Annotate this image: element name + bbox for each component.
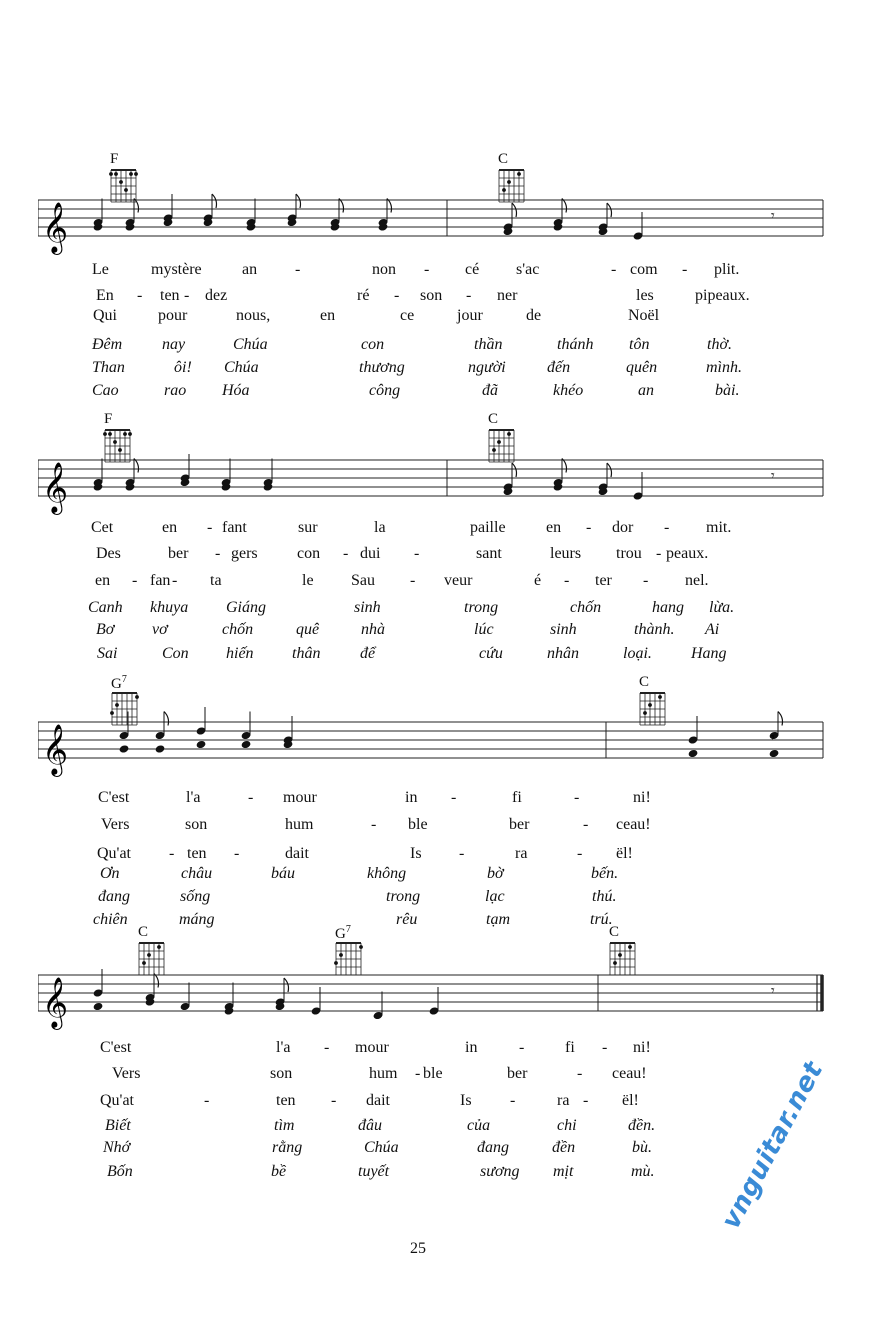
chord-symbol: C <box>639 674 650 690</box>
music-staff <box>38 440 833 516</box>
lyric-syllable-french: - <box>184 287 190 304</box>
lyric-syllable-french: ra <box>515 845 528 862</box>
lyric-syllable-vietnamese: ôi! <box>174 359 192 376</box>
lyric-syllable-vietnamese: trú. <box>590 911 613 928</box>
lyric-syllable-french: hum <box>285 816 314 833</box>
lyric-syllable-vietnamese: sương <box>480 1163 520 1180</box>
lyric-syllable-french: son <box>420 287 443 304</box>
lyric-syllable-vietnamese: nay <box>162 336 186 353</box>
lyric-syllable-french: les <box>636 287 654 304</box>
lyric-syllable-vietnamese: báu <box>271 865 295 882</box>
note-head <box>119 744 130 753</box>
note-head <box>155 744 166 753</box>
lyric-syllable-vietnamese: Biết <box>105 1117 131 1134</box>
lyric-syllable-french: - <box>466 287 472 304</box>
lyric-syllable-french: Noël <box>628 307 660 324</box>
lyric-syllable-french: ble <box>408 816 428 833</box>
lyric-syllable-vietnamese: khéo <box>553 382 584 399</box>
note-flag <box>607 203 612 217</box>
lyric-syllable-vietnamese: lạc <box>485 888 505 905</box>
lyric-syllable-vietnamese: Bơ <box>96 621 115 638</box>
note-flag <box>778 712 783 726</box>
lyric-syllable-french: plit. <box>714 261 740 278</box>
lyric-syllable-french: ble <box>423 1065 443 1082</box>
lyric-syllable-french: ceau! <box>612 1065 647 1082</box>
lyric-syllable-vietnamese: sinh <box>354 599 381 616</box>
lyric-syllable-vietnamese: người <box>468 359 506 376</box>
lyric-syllable-french: dez <box>205 287 228 304</box>
lyric-syllable-vietnamese: không <box>367 865 407 882</box>
lyric-syllable-french: ël! <box>616 845 633 862</box>
lyric-syllable-french: Vers <box>101 816 130 833</box>
lyric-syllable-french: pour <box>158 307 188 324</box>
note-flag <box>296 194 301 208</box>
lyric-syllable-french: - <box>207 519 213 536</box>
lyric-syllable-french: - <box>611 261 617 278</box>
lyric-syllable-vietnamese: Nhớ <box>103 1139 131 1156</box>
lyric-syllable-vietnamese: thương <box>359 359 405 376</box>
lyric-syllable-french: dait <box>366 1092 390 1109</box>
lyric-syllable-vietnamese: đến <box>547 359 571 376</box>
lyric-syllable-vietnamese: trong <box>386 888 421 905</box>
lyric-syllable-french: Cet <box>91 519 114 536</box>
lyric-syllable-french: in <box>465 1039 478 1056</box>
lyric-syllable-french: Is <box>460 1092 472 1109</box>
lyric-syllable-vietnamese: thú. <box>592 888 617 905</box>
lyric-syllable-french: Le <box>92 261 109 278</box>
lyric-syllable-french: - <box>371 816 377 833</box>
lyric-syllable-french: sur <box>298 519 318 536</box>
lyric-syllable-french: - <box>172 572 178 589</box>
note-flag <box>339 199 344 213</box>
chord-symbol: F <box>110 151 119 167</box>
lyric-syllable-vietnamese: Cao <box>92 382 119 399</box>
lyric-syllable-vietnamese: đâu <box>358 1117 382 1134</box>
note-head <box>241 740 252 749</box>
watermark: vnguitar.net <box>716 1056 830 1235</box>
lyric-syllable-french: Qu'at <box>97 845 131 862</box>
lyric-syllable-vietnamese: chi <box>557 1117 577 1134</box>
lyric-syllable-vietnamese: Hóa <box>222 382 250 399</box>
lyric-syllable-vietnamese: chốn <box>570 599 602 616</box>
note-head <box>688 749 699 758</box>
lyric-syllable-vietnamese: hang <box>652 599 684 616</box>
lyric-syllable-vietnamese: Canh <box>88 599 123 616</box>
lyric-syllable-vietnamese: Chúa <box>233 336 268 353</box>
note-flag <box>134 459 139 473</box>
lyric-syllable-vietnamese: cứu <box>479 645 503 662</box>
lyric-syllable-french: Sau <box>351 572 375 589</box>
lyric-syllable-french: mour <box>355 1039 389 1056</box>
guitar-chord-diagram-icon <box>637 689 669 729</box>
lyric-syllable-vietnamese: đang <box>98 888 130 905</box>
chord-symbol: C <box>488 411 499 427</box>
lyric-syllable-french: ber <box>509 816 530 833</box>
lyric-syllable-vietnamese: đền. <box>628 1117 656 1134</box>
lyric-syllable-french: ten <box>276 1092 296 1109</box>
lyric-syllable-vietnamese: lừa. <box>709 599 735 616</box>
lyric-syllable-vietnamese: mịt <box>553 1163 574 1180</box>
lyric-syllable-vietnamese: khuya <box>150 599 189 616</box>
lyric-syllable-vietnamese: lúc <box>474 621 494 638</box>
lyric-syllable-french: en <box>162 519 178 536</box>
lyric-syllable-french: ra <box>557 1092 570 1109</box>
lyric-syllable-vietnamese: Hang <box>691 645 727 662</box>
lyric-syllable-french: fi <box>512 789 522 806</box>
music-staff <box>38 180 833 256</box>
lyric-syllable-french: - <box>577 845 583 862</box>
lyric-syllable-french: s'ac <box>516 261 540 278</box>
lyric-syllable-french: com <box>630 261 658 278</box>
lyric-syllable-french: - <box>248 789 254 806</box>
treble-clef-icon: 𝄞 <box>42 724 69 775</box>
note-flag <box>562 459 567 473</box>
lyric-syllable-french: é <box>534 572 542 589</box>
lyric-syllable-vietnamese: thờ. <box>707 336 732 353</box>
lyric-syllable-french: - <box>324 1039 330 1056</box>
lyric-syllable-french: l'a <box>186 789 201 806</box>
eighth-rest-icon: 𝄾 <box>771 983 775 999</box>
lyric-syllable-vietnamese: vơ <box>152 621 168 638</box>
guitar-chord-diagram-icon <box>496 166 528 206</box>
lyric-syllable-french: - <box>295 261 301 278</box>
lyric-syllable-french: - <box>424 261 430 278</box>
lyric-syllable-french: ter <box>595 572 612 589</box>
guitar-chord-diagram-icon <box>108 166 140 206</box>
lyric-syllable-vietnamese: của <box>467 1117 491 1134</box>
lyric-syllable-vietnamese: thần <box>474 336 503 353</box>
lyric-syllable-french: - <box>564 572 570 589</box>
lyric-syllable-vietnamese: mù. <box>631 1163 655 1180</box>
lyric-syllable-french: pipeaux. <box>695 287 750 304</box>
lyric-syllable-french: C'est <box>100 1039 132 1056</box>
lyric-syllable-french: jour <box>457 307 483 324</box>
lyric-syllable-french: hum <box>369 1065 398 1082</box>
chord-symbol: $G^7$ <box>111 674 127 692</box>
lyric-syllable-vietnamese: đã <box>482 382 498 399</box>
lyric-syllable-french: leurs <box>550 545 582 562</box>
lyric-syllable-french: ten <box>160 287 180 304</box>
lyric-syllable-vietnamese: Ai <box>705 621 720 638</box>
lyric-syllable-french: ner <box>497 287 518 304</box>
note-flag <box>562 199 567 213</box>
lyric-syllable-french: ten <box>187 845 207 862</box>
lyric-syllable-vietnamese: bài. <box>715 382 740 399</box>
note-flag <box>212 194 217 208</box>
lyric-syllable-french: in <box>405 789 418 806</box>
lyric-syllable-french: - <box>414 545 420 562</box>
chord-symbol: C <box>609 924 620 940</box>
lyric-syllable-vietnamese: để <box>360 645 376 662</box>
lyric-syllable-french: - <box>410 572 416 589</box>
lyric-syllable-french: - <box>394 287 400 304</box>
lyric-syllable-vietnamese: Chúa <box>224 359 259 376</box>
lyric-syllable-vietnamese: bề <box>271 1163 287 1180</box>
lyric-syllable-vietnamese: thân <box>292 645 321 662</box>
lyric-syllable-french: - <box>682 261 688 278</box>
lyric-syllable-french: dait <box>285 845 309 862</box>
lyric-syllable-french: mystère <box>151 261 202 278</box>
lyric-syllable-french: fi <box>565 1039 575 1056</box>
note-head <box>769 749 780 758</box>
eighth-rest-icon: 𝄾 <box>771 468 775 484</box>
lyric-syllable-french: - <box>137 287 143 304</box>
lyric-syllable-french: la <box>374 519 386 536</box>
eighth-rest-icon: 𝄾 <box>771 208 775 224</box>
lyric-syllable-vietnamese: bến. <box>591 865 619 882</box>
lyric-syllable-vietnamese: Sai <box>97 645 118 662</box>
eighth-rest-icon: 𝄾 <box>771 730 775 746</box>
lyric-syllable-french: En <box>96 287 114 304</box>
lyric-syllable-vietnamese: châu <box>181 865 213 882</box>
lyric-syllable-french: ni! <box>633 789 651 806</box>
guitar-chord-diagram-icon <box>109 689 141 729</box>
lyric-syllable-french: Qui <box>93 307 117 324</box>
lyric-syllable-vietnamese: an <box>638 382 654 399</box>
lyric-syllable-vietnamese: Bốn <box>107 1163 133 1180</box>
lyric-syllable-french: - <box>459 845 465 862</box>
lyric-syllable-vietnamese: máng <box>179 911 215 928</box>
lyric-syllable-vietnamese: Giáng <box>226 599 266 616</box>
note-head <box>196 740 207 749</box>
lyric-syllable-french: - <box>583 816 589 833</box>
note-flag <box>387 199 392 213</box>
lyric-syllable-vietnamese: đang <box>477 1139 509 1156</box>
lyric-syllable-vietnamese: loại. <box>623 645 652 662</box>
lyric-syllable-vietnamese: bù. <box>632 1139 652 1156</box>
lyric-syllable-french: ceau! <box>616 816 651 833</box>
lyric-syllable-vietnamese: tìm <box>274 1117 295 1134</box>
lyric-syllable-french: ber <box>168 545 189 562</box>
lyric-syllable-french: nous, <box>236 307 271 324</box>
lyric-syllable-vietnamese: đền <box>552 1139 576 1156</box>
lyric-syllable-french: - <box>169 845 175 862</box>
lyric-syllable-french: - <box>451 789 457 806</box>
note-flag <box>164 712 169 726</box>
lyric-syllable-french: ta <box>210 572 222 589</box>
lyric-syllable-vietnamese: rêu <box>396 911 418 928</box>
lyric-syllable-vietnamese: Chúa <box>364 1139 399 1156</box>
chord-symbol: C <box>138 924 149 940</box>
lyric-syllable-french: en <box>95 572 111 589</box>
lyric-syllable-vietnamese: thánh <box>557 336 594 353</box>
guitar-chord-diagram-icon <box>102 426 134 466</box>
lyric-syllable-french: en <box>320 307 336 324</box>
lyric-syllable-french: cé <box>465 261 480 278</box>
lyric-syllable-french: - <box>215 545 221 562</box>
lyric-syllable-french: veur <box>444 572 473 589</box>
lyric-syllable-vietnamese: nhân <box>547 645 579 662</box>
lyric-syllable-french: - <box>519 1039 525 1056</box>
lyric-syllable-vietnamese: mình. <box>706 359 742 376</box>
chord-symbol: C <box>498 151 509 167</box>
lyric-syllable-french: l'a <box>276 1039 291 1056</box>
lyric-syllable-vietnamese: sống <box>180 888 211 905</box>
lyric-syllable-french: le <box>302 572 314 589</box>
lyric-syllable-french: fan <box>150 572 171 589</box>
lyric-syllable-french: fant <box>222 519 247 536</box>
lyric-syllable-french: gers <box>231 545 258 562</box>
lyric-syllable-french: - <box>343 545 349 562</box>
lyric-syllable-vietnamese: bờ <box>487 865 504 882</box>
lyric-syllable-french: ré <box>357 287 370 304</box>
lyric-syllable-vietnamese: Than <box>92 359 125 376</box>
lyric-syllable-french: mour <box>283 789 317 806</box>
lyric-syllable-vietnamese: tuyết <box>358 1163 390 1180</box>
lyric-syllable-french: son <box>270 1065 293 1082</box>
page-number: 25 <box>410 1240 426 1257</box>
guitar-chord-diagram-icon <box>333 939 365 979</box>
music-staff <box>38 702 833 778</box>
lyric-syllable-french: - <box>234 845 240 862</box>
guitar-chord-diagram-icon <box>136 939 168 979</box>
lyric-syllable-french: con <box>297 545 321 562</box>
lyric-syllable-vietnamese: rằng <box>272 1139 303 1156</box>
lyric-syllable-french: ber <box>507 1065 528 1082</box>
lyric-syllable-vietnamese: hiến <box>226 645 254 662</box>
guitar-chord-diagram-icon <box>607 939 639 979</box>
lyric-syllable-french: Qu'at <box>100 1092 134 1109</box>
treble-clef-icon: 𝄞 <box>42 202 69 253</box>
lyric-syllable-french: son <box>185 816 208 833</box>
lyric-syllable-vietnamese: chiên <box>93 911 128 928</box>
lyric-syllable-french: Vers <box>112 1065 141 1082</box>
lyric-syllable-french: an <box>242 261 258 278</box>
lyric-syllable-french: Is <box>410 845 422 862</box>
lyric-syllable-french: - <box>510 1092 516 1109</box>
lyric-syllable-french: trou <box>616 545 642 562</box>
chord-symbol: F <box>104 411 113 427</box>
lyric-syllable-vietnamese: con <box>361 336 385 353</box>
lyric-syllable-french: ni! <box>633 1039 651 1056</box>
lyric-syllable-vietnamese: tạm <box>486 911 510 928</box>
lyric-syllable-french: en <box>546 519 562 536</box>
lyric-syllable-french: - <box>415 1065 421 1082</box>
lyric-syllable-vietnamese: chốn <box>222 621 254 638</box>
lyric-syllable-french: - <box>574 789 580 806</box>
lyric-syllable-french: mit. <box>706 519 732 536</box>
lyric-syllable-french: C'est <box>98 789 130 806</box>
lyric-syllable-vietnamese: trong <box>464 599 499 616</box>
lyric-syllable-french: paille <box>470 519 506 536</box>
lyric-syllable-french: Des <box>96 545 121 562</box>
treble-clef-icon: 𝄞 <box>42 462 69 513</box>
chord-symbol: $G^7$ <box>335 924 351 942</box>
lyric-syllable-french: - <box>664 519 670 536</box>
lyric-syllable-french: dor <box>612 519 634 536</box>
lyric-syllable-french: - <box>656 545 662 562</box>
lyric-syllable-vietnamese: nhà <box>361 621 385 638</box>
lyric-syllable-vietnamese: Đêm <box>92 336 123 353</box>
guitar-chord-diagram-icon <box>486 426 518 466</box>
lyric-syllable-vietnamese: sinh <box>550 621 577 638</box>
lyric-syllable-french: - <box>204 1092 210 1109</box>
lyric-syllable-french: peaux. <box>666 545 709 562</box>
lyric-syllable-french: non <box>372 261 396 278</box>
note-flag <box>284 978 289 992</box>
lyric-syllable-vietnamese: quên <box>626 359 658 376</box>
lyric-syllable-vietnamese: công <box>369 382 401 399</box>
lyric-syllable-french: ël! <box>622 1092 639 1109</box>
lyric-syllable-french: - <box>577 1065 583 1082</box>
lyric-syllable-french: - <box>132 572 138 589</box>
lyric-syllable-vietnamese: thành. <box>634 621 675 638</box>
lyric-syllable-vietnamese: Ơn <box>100 865 120 882</box>
lyric-syllable-french: dui <box>360 545 381 562</box>
treble-clef-icon: 𝄞 <box>42 977 69 1028</box>
lyric-syllable-french: ce <box>400 307 415 324</box>
lyric-syllable-french: - <box>602 1039 608 1056</box>
lyric-syllable-vietnamese: Con <box>162 645 189 662</box>
lyric-syllable-french: - <box>586 519 592 536</box>
lyric-syllable-french: de <box>526 307 542 324</box>
note-head <box>93 1002 104 1011</box>
lyric-syllable-french: - <box>583 1092 589 1109</box>
lyric-syllable-vietnamese: rao <box>164 382 187 399</box>
lyric-syllable-vietnamese: quê <box>296 621 320 638</box>
lyric-syllable-french: nel. <box>685 572 709 589</box>
lyric-syllable-vietnamese: tôn <box>629 336 650 353</box>
lyric-syllable-french: sant <box>476 545 502 562</box>
lyric-syllable-french: - <box>331 1092 337 1109</box>
lyric-syllable-french: - <box>643 572 649 589</box>
note-flag <box>607 463 612 477</box>
